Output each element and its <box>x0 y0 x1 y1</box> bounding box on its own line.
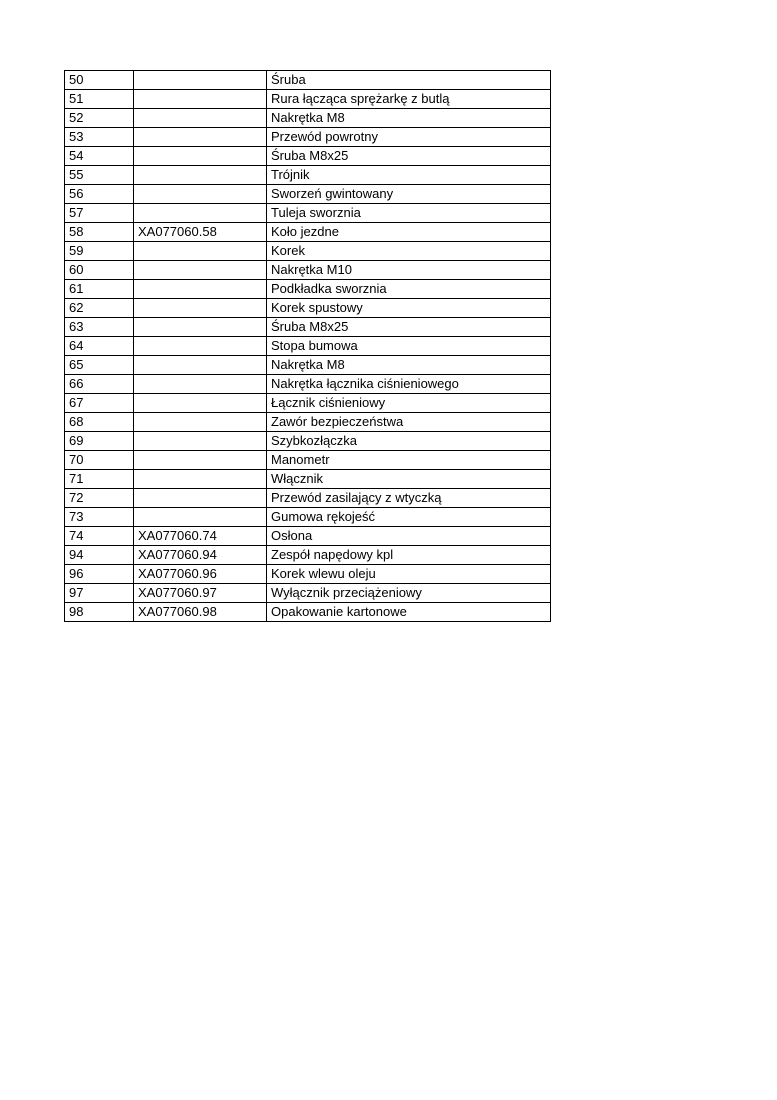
table-row <box>65 261 551 280</box>
part-code-cell <box>134 299 267 318</box>
part-code-cell <box>134 204 267 223</box>
table-row <box>65 489 551 508</box>
item-number-cell: 52 <box>65 109 134 128</box>
table-row <box>65 90 551 109</box>
table-row <box>65 470 551 489</box>
parts-table-body <box>65 71 551 622</box>
item-number-cell: 97 <box>65 584 134 603</box>
part-code-cell: XA077060.98 <box>134 603 267 622</box>
part-code-cell <box>134 280 267 299</box>
item-number-cell: 65 <box>65 356 134 375</box>
part-name-cell: Śruba <box>267 71 551 90</box>
item-number-cell: 59 <box>65 242 134 261</box>
part-name-cell: Nakrętka M8 <box>267 356 551 375</box>
part-name-cell: Śruba M8x25 <box>267 147 551 166</box>
part-code-cell <box>134 451 267 470</box>
table-row <box>65 337 551 356</box>
item-number-cell: 62 <box>65 299 134 318</box>
item-number-cell: 96 <box>65 565 134 584</box>
part-code-cell <box>134 413 267 432</box>
part-name-cell: Śruba M8x25 <box>267 318 551 337</box>
part-name-cell: Nakrętka łącznika ciśnieniowego <box>267 375 551 394</box>
part-name-cell: Korek wlewu oleju <box>267 565 551 584</box>
table-row <box>65 109 551 128</box>
table-row <box>65 508 551 527</box>
part-name-cell: Korek <box>267 242 551 261</box>
part-code-cell <box>134 489 267 508</box>
part-code-cell <box>134 318 267 337</box>
table-row <box>65 185 551 204</box>
part-code-cell: XA077060.97 <box>134 584 267 603</box>
item-number-cell: 58 <box>65 223 134 242</box>
part-name-cell: Sworzeń gwintowany <box>267 185 551 204</box>
part-code-cell <box>134 166 267 185</box>
part-code-cell <box>134 90 267 109</box>
part-name-cell: Rura łącząca sprężarkę z butlą <box>267 90 551 109</box>
item-number-cell: 55 <box>65 166 134 185</box>
item-number-cell: 56 <box>65 185 134 204</box>
part-code-cell <box>134 128 267 147</box>
table-row <box>65 299 551 318</box>
item-number-cell: 61 <box>65 280 134 299</box>
part-name-cell: Stopa bumowa <box>267 337 551 356</box>
part-code-cell: XA077060.94 <box>134 546 267 565</box>
table-row <box>65 71 551 90</box>
part-name-cell: Przewód powrotny <box>267 128 551 147</box>
part-code-cell <box>134 109 267 128</box>
parts-table <box>64 70 551 622</box>
table-row <box>65 223 551 242</box>
table-row <box>65 318 551 337</box>
part-name-cell: Przewód zasilający z wtyczką <box>267 489 551 508</box>
item-number-cell: 74 <box>65 527 134 546</box>
item-number-cell: 67 <box>65 394 134 413</box>
table-row <box>65 147 551 166</box>
part-code-cell <box>134 147 267 166</box>
part-code-cell <box>134 337 267 356</box>
item-number-cell: 60 <box>65 261 134 280</box>
table-row <box>65 584 551 603</box>
part-code-cell <box>134 71 267 90</box>
part-name-cell: Wyłącznik przeciążeniowy <box>267 584 551 603</box>
table-row <box>65 375 551 394</box>
part-code-cell: XA077060.58 <box>134 223 267 242</box>
part-name-cell: Trójnik <box>267 166 551 185</box>
table-row <box>65 356 551 375</box>
part-name-cell: Łącznik ciśnieniowy <box>267 394 551 413</box>
part-code-cell <box>134 394 267 413</box>
part-name-cell: Manometr <box>267 451 551 470</box>
part-name-cell: Szybkozłączka <box>267 432 551 451</box>
item-number-cell: 68 <box>65 413 134 432</box>
table-row <box>65 451 551 470</box>
part-name-cell: Włącznik <box>267 470 551 489</box>
item-number-cell: 53 <box>65 128 134 147</box>
part-name-cell: Koło jezdne <box>267 223 551 242</box>
part-name-cell: Zespół napędowy kpl <box>267 546 551 565</box>
part-name-cell: Gumowa rękojeść <box>267 508 551 527</box>
table-row <box>65 394 551 413</box>
part-code-cell <box>134 432 267 451</box>
item-number-cell: 73 <box>65 508 134 527</box>
part-name-cell: Opakowanie kartonowe <box>267 603 551 622</box>
part-name-cell: Zawór bezpieczeństwa <box>267 413 551 432</box>
item-number-cell: 64 <box>65 337 134 356</box>
part-code-cell <box>134 375 267 394</box>
item-number-cell: 66 <box>65 375 134 394</box>
item-number-cell: 63 <box>65 318 134 337</box>
part-code-cell: XA077060.96 <box>134 565 267 584</box>
table-row <box>65 565 551 584</box>
item-number-cell: 51 <box>65 90 134 109</box>
part-code-cell <box>134 185 267 204</box>
part-code-cell <box>134 470 267 489</box>
part-name-cell: Tuleja sworznia <box>267 204 551 223</box>
item-number-cell: 69 <box>65 432 134 451</box>
table-row <box>65 413 551 432</box>
part-code-cell: XA077060.74 <box>134 527 267 546</box>
table-row <box>65 280 551 299</box>
table-row <box>65 432 551 451</box>
part-name-cell: Nakrętka M8 <box>267 109 551 128</box>
part-name-cell: Nakrętka M10 <box>267 261 551 280</box>
item-number-cell: 71 <box>65 470 134 489</box>
part-name-cell: Osłona <box>267 527 551 546</box>
part-code-cell <box>134 356 267 375</box>
part-code-cell <box>134 508 267 527</box>
item-number-cell: 94 <box>65 546 134 565</box>
part-name-cell: Podkładka sworznia <box>267 280 551 299</box>
part-name-cell: Korek spustowy <box>267 299 551 318</box>
table-row <box>65 204 551 223</box>
item-number-cell: 54 <box>65 147 134 166</box>
table-row <box>65 546 551 565</box>
item-number-cell: 57 <box>65 204 134 223</box>
table-row <box>65 527 551 546</box>
part-code-cell <box>134 242 267 261</box>
table-row <box>65 242 551 261</box>
table-row <box>65 603 551 622</box>
item-number-cell: 98 <box>65 603 134 622</box>
table-row <box>65 166 551 185</box>
item-number-cell: 72 <box>65 489 134 508</box>
part-code-cell <box>134 261 267 280</box>
item-number-cell: 50 <box>65 71 134 90</box>
table-row <box>65 128 551 147</box>
item-number-cell: 70 <box>65 451 134 470</box>
